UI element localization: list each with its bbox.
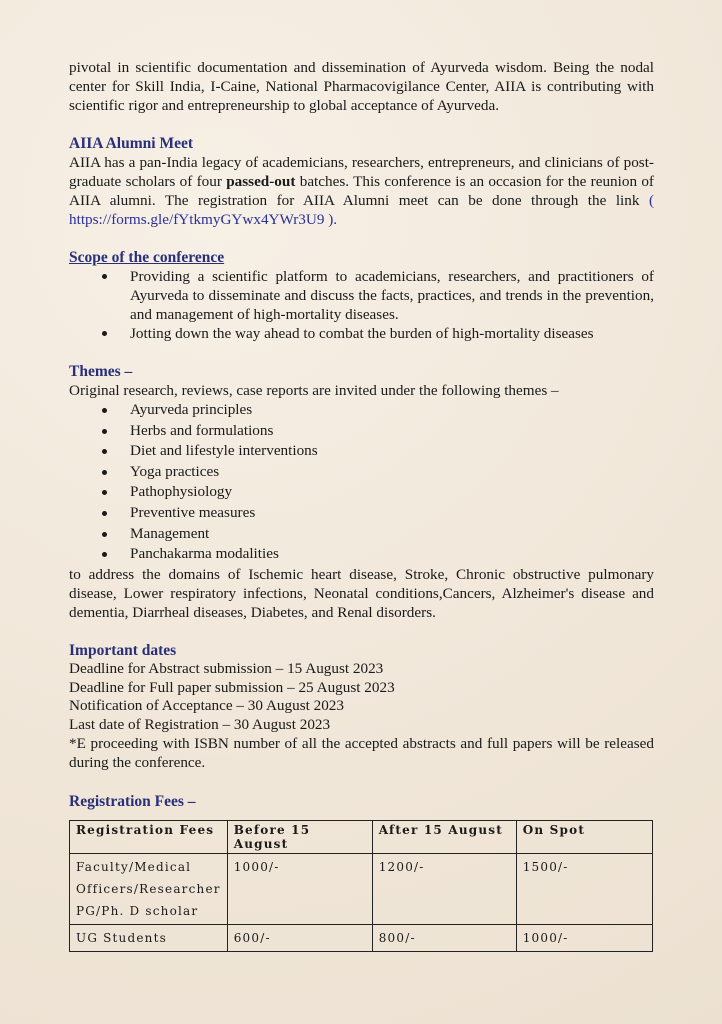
header-on-spot: On Spot xyxy=(516,820,652,853)
fee-before: 1000/- xyxy=(227,853,372,924)
fees-heading: Registration Fees – xyxy=(69,792,196,810)
fees-table xyxy=(69,820,653,952)
theme-item: Herbs and formulations xyxy=(69,421,654,442)
date-line: Deadline for Abstract submission – 15 August 2023 xyxy=(69,659,384,677)
fee-after: 800/- xyxy=(372,924,516,951)
document-page xyxy=(69,58,654,952)
scope-section xyxy=(69,248,654,343)
fee-after: 1200/- xyxy=(372,853,516,924)
table-row xyxy=(70,853,653,924)
fee-spot: 1000/- xyxy=(516,924,652,951)
themes-intro: Original research, reviews, case reports are invited under the following themes – xyxy=(69,382,559,399)
category-line: UG Students xyxy=(76,930,167,945)
alumni-section xyxy=(69,134,654,229)
dates-heading: Important dates xyxy=(69,641,177,659)
theme-item: Yoga practices xyxy=(69,462,654,483)
dates-section xyxy=(69,641,654,773)
category-line: Faculty/Medical xyxy=(76,859,192,874)
alumni-heading: AIIA Alumni Meet xyxy=(69,135,193,152)
scope-list xyxy=(69,267,654,343)
theme-item: Pathophysiology xyxy=(69,482,654,503)
scope-item: Jotting down the way ahead to combat the burden of high-mortality diseases xyxy=(69,324,654,343)
date-line: Deadline for Full paper submission – 25 August 2023 xyxy=(69,678,395,696)
category-cell xyxy=(70,853,228,924)
category-line: PG/Ph. D scholar xyxy=(76,903,199,918)
header-after: After 15 August xyxy=(372,820,516,853)
theme-item: Preventive measures xyxy=(69,503,654,524)
theme-item: Management xyxy=(69,524,654,545)
fee-before: 600/- xyxy=(227,924,372,951)
theme-item: Panchakarma modalities xyxy=(69,544,654,565)
intro-paragraph: pivotal in scientific documentation and dissemination of Ayurveda wisdom. Being the nodal center for Skill India, I-Caine, National Pharmacovigilance Center, AIIA is contributing with scientific rigor and entrepreneurship to global acceptance of Ayurveda. xyxy=(69,59,654,114)
alumni-bold-text: passed-out xyxy=(226,173,296,190)
theme-item: Diet and lifestyle interventions xyxy=(69,441,654,462)
theme-item: Ayurveda principles xyxy=(69,400,654,421)
header-before: Before 15 August xyxy=(227,820,372,853)
fee-spot: 1500/- xyxy=(516,853,652,924)
header-registration-fees: Registration Fees xyxy=(70,820,228,853)
scope-heading: Scope of the conference xyxy=(69,249,225,266)
themes-section xyxy=(69,362,654,622)
themes-outro: to address the domains of Ischemic heart disease, Stroke, Chronic obstructive pulmonary disease, Lower respiratory infections, Neonatal conditions,Cancers, Alzheimer's disease and dementia, Diarrheal diseases, Diabetes, and Renal disorders. xyxy=(69,565,654,621)
date-line: Last date of Registration – 30 August 2023 xyxy=(69,716,331,734)
themes-list xyxy=(69,400,654,565)
alumni-text-2: batches. This conference is an occasion for the reunion of AIIA alumni. The registration for AIIA Alumni meet can be done through the link xyxy=(69,173,654,209)
category-line: Officers/Researcher xyxy=(76,881,221,896)
alumni-registration-link[interactable]: ( https://forms.gle/fYtkmyGYwx4YWr3U9 ). xyxy=(69,192,654,228)
themes-heading: Themes – xyxy=(69,363,133,380)
alumni-text-1: AIIA has a pan-India legacy of academicians, researchers, entrepreneurs, and clinicians of post-graduate scholars of four xyxy=(69,154,654,190)
date-line: Notification of Acceptance – 30 August 2023 xyxy=(69,697,344,715)
table-header-row xyxy=(70,820,653,853)
fees-section xyxy=(69,792,654,952)
scope-item: Providing a scientific platform to academicians, researchers, and practitioners of Ayurveda to disseminate and discuss the facts, practices, and trends in the prevention, and management of high-mortality diseases. xyxy=(69,267,654,324)
proceedings-note: *E proceeding with ISBN number of all the accepted abstracts and full papers will be released during the conference. xyxy=(69,734,654,771)
table-row xyxy=(70,924,653,951)
category-cell xyxy=(70,924,228,951)
alumni-paragraph xyxy=(69,153,654,229)
